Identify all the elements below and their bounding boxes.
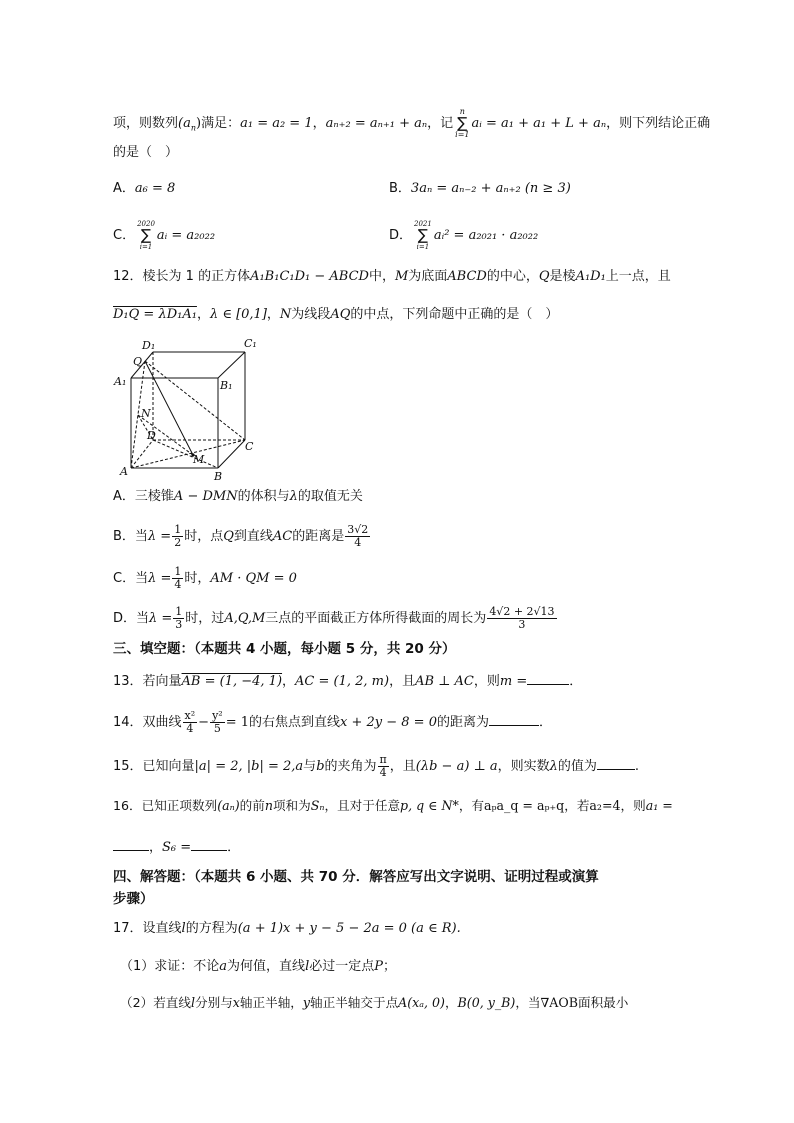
q15 xyxy=(113,754,639,779)
q11-line1 xyxy=(113,108,710,139)
q13-text: ， xyxy=(282,674,296,689)
q12-text: 12．棱长为 1 的正方体 xyxy=(113,269,251,284)
q16-text: ，若 xyxy=(564,798,590,813)
q13-text: ，且 xyxy=(389,674,416,689)
answer-blank[interactable] xyxy=(113,838,149,851)
option-math: Q xyxy=(223,529,234,544)
q17-math: A(xₐ, 0) xyxy=(398,995,445,1010)
option-math: λ xyxy=(289,489,298,504)
q16-math: p, q ∈ N* xyxy=(400,798,459,813)
option-label: D． xyxy=(113,611,137,626)
q14-math: − xyxy=(198,715,210,730)
q12-var: AQ xyxy=(330,307,351,322)
q17-text: 必过一定点 xyxy=(309,959,375,974)
q16-text: ，有 xyxy=(458,798,484,813)
sum-symbol: n ∑ i=1 xyxy=(455,107,470,139)
q14-math: x + 2y − 8 = 0 xyxy=(340,715,437,730)
q12-text: 中， xyxy=(368,269,395,284)
label-d: D xyxy=(147,429,156,442)
q11-text: 满足： xyxy=(201,116,241,131)
fraction-num: 1 xyxy=(174,523,182,536)
sum-bottom: i=1 xyxy=(455,130,470,139)
q16-math: S₆ = xyxy=(162,840,192,855)
option-text: 到直线 xyxy=(233,529,273,544)
q12-option-d xyxy=(113,606,558,631)
fraction xyxy=(172,566,183,591)
sum-bottom: i=1 xyxy=(139,243,153,251)
q17-math: l xyxy=(305,959,310,974)
fraction xyxy=(183,710,198,735)
option-text: 当 xyxy=(136,611,150,626)
q17-math: B(0, y_B) xyxy=(457,995,516,1010)
q17-text: 17．设直线 xyxy=(113,921,182,936)
fraction-num: 1 xyxy=(175,605,183,618)
label-b1: B₁ xyxy=(220,379,233,392)
option-text: 当 xyxy=(134,529,148,544)
q15-text: ，且 xyxy=(389,759,416,774)
q12-vector-eq: D₁Q = λD₁A₁ xyxy=(113,307,197,322)
q17-math: (a + 1)x + y − 5 − 2a = 0 (a ∈ R). xyxy=(237,921,461,936)
q13-vector: AC = (1, 2, m) xyxy=(295,674,390,689)
sum-top: n xyxy=(459,107,465,116)
seq-sub: n xyxy=(190,123,196,133)
fraction-den: 2 xyxy=(174,536,182,549)
q17-text: ； xyxy=(383,959,397,974)
q12-option-c xyxy=(113,566,297,591)
fraction-num: y² xyxy=(212,709,223,722)
q12-var: ABCD xyxy=(447,269,487,284)
q17-text: ， xyxy=(444,995,458,1010)
q15-text: 与 xyxy=(303,759,317,774)
label-a1: A₁ xyxy=(114,375,127,388)
fraction-den: 3 xyxy=(175,618,183,631)
fraction-num: π xyxy=(379,753,387,766)
q17-text: （1）求证：不论 xyxy=(120,959,220,974)
fraction-den: 4 xyxy=(174,578,182,591)
q17-text: 轴正半轴交于点 xyxy=(310,995,399,1010)
option-label: A． xyxy=(113,489,135,504)
option-math: λ = xyxy=(148,571,172,586)
q12-option-a xyxy=(113,488,363,506)
q16-math: n xyxy=(264,798,273,813)
option-label: D． xyxy=(389,228,413,243)
q17-text: 面积最小 xyxy=(577,995,629,1010)
q12-text: ， xyxy=(266,307,280,322)
q17-math: y xyxy=(302,995,310,1010)
fraction-num: 3√2 xyxy=(347,523,369,536)
q16-text: ，且对于任意 xyxy=(324,798,401,813)
q12-text: ， xyxy=(196,307,210,322)
fraction-den: 4 xyxy=(354,536,362,549)
q14-text: 14．双曲线 xyxy=(113,715,182,730)
q12-range: λ ∈ [0,1] xyxy=(209,307,267,322)
q12-text: 为线段 xyxy=(291,307,331,322)
section-3-title: 三、填空题：（本题共 4 小题，每小题 5 分，共 20 分） xyxy=(113,641,456,657)
q12-text: 为底面 xyxy=(408,269,448,284)
fraction xyxy=(172,524,183,549)
option-label: C． xyxy=(113,228,136,243)
option-text: 的距离是 xyxy=(292,529,345,544)
q15-text: ，则实数 xyxy=(497,759,550,774)
q11-option-a xyxy=(113,180,175,198)
q16-text: ， xyxy=(149,840,163,855)
q11-option-b xyxy=(389,180,571,198)
label-d1: D₁ xyxy=(142,339,156,352)
q17-math: l xyxy=(190,995,196,1010)
q16-text: ． xyxy=(227,840,241,855)
q17-part1 xyxy=(120,958,396,976)
sum-top: 2020 xyxy=(137,220,155,228)
sum-symbol: 2020 ∑ i=1 xyxy=(137,220,155,251)
q14-text: 的距离为 xyxy=(436,715,489,730)
q11-option-c xyxy=(113,220,215,251)
q16-text: 的前 xyxy=(239,798,265,813)
q12-var: N xyxy=(279,307,292,322)
q12-cube: A₁B₁C₁D₁ − ABCD xyxy=(250,269,369,284)
q17-math: l xyxy=(181,921,186,936)
q13-vector: AB = (1, −4, 1) xyxy=(181,674,283,689)
option-text: 当 xyxy=(135,571,149,586)
q15-math: λ xyxy=(549,759,558,774)
q17-text: 分别与 xyxy=(195,995,233,1010)
answer-blank[interactable] xyxy=(527,672,569,685)
fraction xyxy=(345,524,370,549)
q13-math: AB ⊥ AC xyxy=(415,674,474,689)
q12-text: 是棱 xyxy=(549,269,576,284)
q17-math: x xyxy=(232,995,240,1010)
q15-math: b xyxy=(316,759,325,774)
q14-math: = 1 xyxy=(225,715,249,730)
q16-math: aₚa_q = aₚ₊q xyxy=(484,798,565,813)
label-c: C xyxy=(245,440,254,453)
option-math: A,Q,M xyxy=(224,611,266,626)
fraction-num: 1 xyxy=(174,565,182,578)
label-b: B xyxy=(214,470,223,483)
label-q: Q xyxy=(133,355,143,368)
q11-sep: ， xyxy=(312,116,326,131)
q17-text: 为何值，直线 xyxy=(227,959,306,974)
answer-blank[interactable] xyxy=(191,838,227,851)
q17-part2 xyxy=(120,994,628,1012)
q17-text: 的方程为 xyxy=(185,921,238,936)
option-label: A． xyxy=(113,181,135,196)
q17-math: P xyxy=(374,959,383,974)
option-text: 三棱锥 xyxy=(134,489,174,504)
fraction xyxy=(378,754,389,779)
q15-math: a xyxy=(295,759,304,774)
option-text: 3aₙ = aₙ₋₂ + aₙ₊₂ (n ≥ 3) xyxy=(410,181,571,196)
label-n: N xyxy=(141,407,151,420)
q15-math: |a| = 2, |b| = 2, xyxy=(194,759,296,774)
q12-option-b xyxy=(113,524,371,549)
q17 xyxy=(113,920,461,938)
q17-text: （2）若直线 xyxy=(120,995,191,1010)
label-a: A xyxy=(120,465,128,478)
fraction-den: 4 xyxy=(186,722,194,735)
fraction xyxy=(173,606,184,631)
q12-text: 上一点，且 xyxy=(605,269,671,284)
option-math: AC xyxy=(272,529,293,544)
option-math: A − DMN xyxy=(173,489,238,504)
q11-text: 项，则数列 xyxy=(113,116,179,131)
q12-var: Q xyxy=(538,269,550,284)
q15-text: 15．已知向量 xyxy=(113,759,195,774)
q11-text: ，则下列结论正确 xyxy=(606,116,711,131)
section-4-title: 四、解答题：（本题共 6 小题、共 70 分．解答应写出文字说明、证明过程或演算 xyxy=(113,869,599,885)
q13-math: m = xyxy=(499,674,528,689)
q15-math: (λb − a) ⊥ a xyxy=(415,759,498,774)
option-label: B． xyxy=(113,529,135,544)
q11-cond1: a₁ = a₂ = 1 xyxy=(240,116,313,131)
cube-figure xyxy=(108,335,268,485)
fraction-num: x² xyxy=(184,709,196,722)
q16-text: ，则 xyxy=(620,798,646,813)
q16-text: 16．已知正项数列 xyxy=(113,798,218,813)
q15-text: 的夹角为 xyxy=(324,759,377,774)
q12-text: 的中点，下列命题中正确的是（ ） xyxy=(350,307,559,322)
fraction-num: 4√2 + 2√13 xyxy=(489,605,555,618)
q14 xyxy=(113,710,552,735)
option-text: 时，点 xyxy=(184,529,224,544)
option-math: λ = xyxy=(149,611,173,626)
seq-symbol: (a xyxy=(178,116,191,131)
answer-blank[interactable] xyxy=(489,713,539,726)
q16-line1 xyxy=(113,797,673,815)
option-text: 三点的平面截正方体所得截面的周长为 xyxy=(265,611,487,626)
q16-math: Sₙ xyxy=(310,798,325,813)
option-text: aᵢ² = a₂₀₂₁ · a₂₀₂₂ xyxy=(433,228,539,243)
fraction-den: 3 xyxy=(518,618,526,631)
q15-text: . xyxy=(634,759,640,774)
q11-option-d xyxy=(389,220,538,251)
fraction-den: 5 xyxy=(213,722,221,735)
q12-var: A₁D₁ xyxy=(575,269,606,284)
q16-line2 xyxy=(113,838,240,857)
q13-text: ，则 xyxy=(473,674,500,689)
q13 xyxy=(113,672,582,691)
option-math: AM · QM = 0 xyxy=(210,571,297,586)
sum-symbol: 2021 ∑ i=1 xyxy=(414,220,432,251)
q11-sum-expr: aᵢ = a₁ + a₁ + L + aₙ xyxy=(471,116,607,131)
q11-cond2: aₙ₊₂ = aₙ₊₁ + aₙ xyxy=(325,116,428,131)
q17-math: a xyxy=(219,959,228,974)
fraction xyxy=(487,606,556,631)
q15-text: 的值为 xyxy=(557,759,597,774)
q17-text: ，当 xyxy=(515,995,541,1010)
option-label: B． xyxy=(389,181,411,196)
q17-math: ∇AOB xyxy=(540,995,578,1010)
q13-text: ． xyxy=(569,674,583,689)
section-4-title-cont: 步骤） xyxy=(113,891,154,907)
sum-bottom: i=1 xyxy=(416,243,430,251)
q12-text: 的中心， xyxy=(486,269,539,284)
sum-top: 2021 xyxy=(414,220,432,228)
option-math: λ = xyxy=(147,529,172,544)
q13-text: 13．若向量 xyxy=(113,674,182,689)
option-text: 时，过 xyxy=(185,611,225,626)
fraction-den: 4 xyxy=(379,766,387,779)
q12-var: M xyxy=(394,269,409,284)
q14-text: ． xyxy=(539,715,553,730)
seq-close: ) xyxy=(196,116,202,131)
label-m: M xyxy=(193,453,205,466)
label-c1: C₁ xyxy=(244,337,257,350)
answer-blank[interactable] xyxy=(597,757,635,770)
q16-math: (aₙ) xyxy=(217,798,240,813)
fraction xyxy=(210,710,225,735)
option-text: a₆ = 8 xyxy=(134,181,176,196)
q16-text: 项和为 xyxy=(272,798,311,813)
q12-line1 xyxy=(113,268,671,286)
q12-line2 xyxy=(113,306,558,324)
q11-text: ，记 xyxy=(427,116,454,131)
q16-math: a₂=4 xyxy=(589,798,621,813)
option-text: 时， xyxy=(184,571,211,586)
q11-line2: 的是（ ） xyxy=(113,145,179,160)
option-text: aᵢ = a₂₀₂₂ xyxy=(156,228,216,243)
option-text: 的取值无关 xyxy=(297,489,363,504)
q17-text: 轴正半轴， xyxy=(239,995,303,1010)
q14-text: 的右焦点到直线 xyxy=(249,715,341,730)
option-label: C． xyxy=(113,571,136,586)
q16-math: a₁ = xyxy=(645,798,673,813)
option-text: 的体积与 xyxy=(237,489,290,504)
